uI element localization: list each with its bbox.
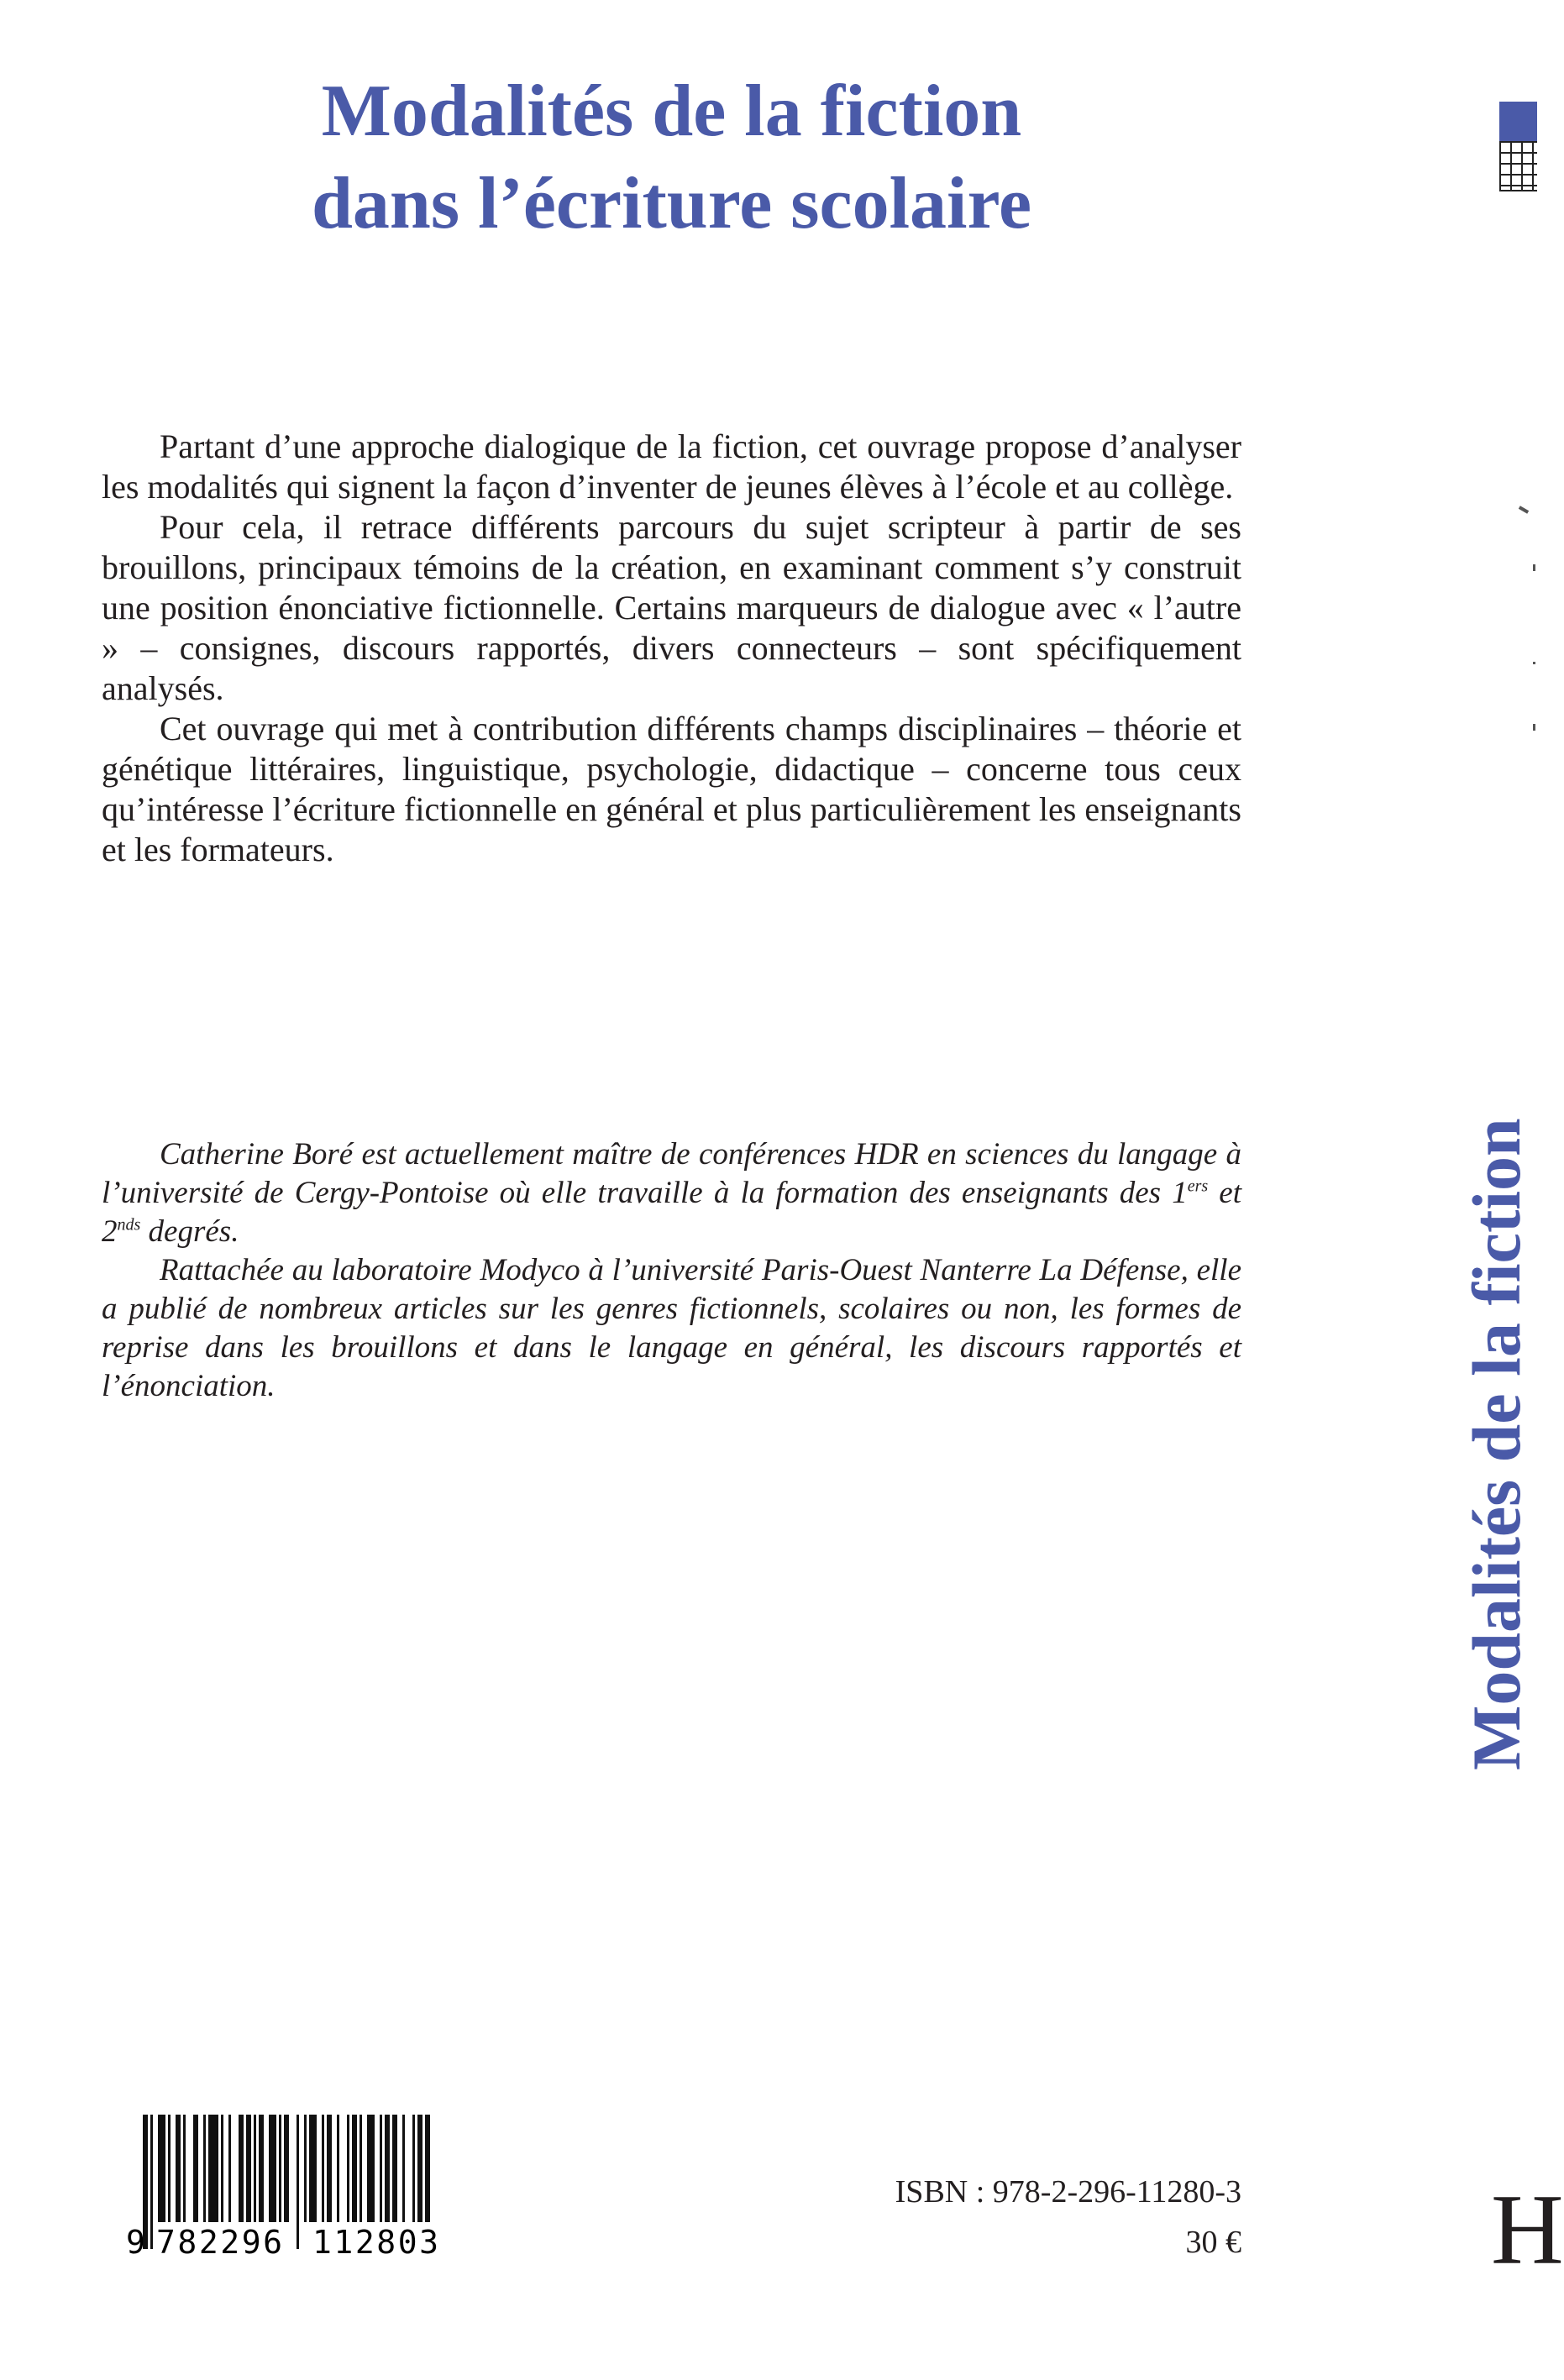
bio-text: Catherine Boré est actuellement maître de conférences HDR en sciences du langage à l’université de Cergy-Pontoise où elle travaille à la formation des enseignants des 1	[102, 1137, 1241, 1210]
barcode-bar	[304, 2115, 307, 2222]
barcode-bar	[176, 2115, 181, 2222]
barcode-bar	[309, 2115, 317, 2222]
bio-text: degrés.	[140, 1214, 239, 1249]
barcode-bar	[412, 2115, 415, 2222]
barcode-digits-right: 112803	[312, 2224, 438, 2261]
barcode-bar	[337, 2115, 339, 2222]
barcode-bar	[221, 2115, 223, 2222]
barcode-bar	[425, 2115, 430, 2222]
bio-text: et 2	[102, 1176, 1241, 1249]
barcode	[126, 2115, 479, 2261]
barcode-bar	[402, 2115, 405, 2222]
barcode-bar	[347, 2115, 349, 2222]
summary-paragraph: Partant d’une approche dialogique de la fiction, cet ouvrage propose d’analyser les modalités qui signent la façon d’inventer de jeunes élèves à l’école et au collège.	[102, 427, 1241, 506]
spine-title: Modalités de la fiction	[1458, 1118, 1535, 1771]
barcode-bar	[168, 2115, 171, 2222]
barcode-digits-left: 782296	[156, 2224, 282, 2261]
superscript: ers	[1187, 1177, 1209, 1196]
barcode-bar	[254, 2115, 256, 2222]
barcode-bar	[279, 2115, 281, 2222]
title-line-1: Modalités de la fiction	[321, 71, 1022, 152]
spine-mark	[1533, 662, 1535, 664]
barcode-bar	[259, 2115, 264, 2222]
barcode-bar	[367, 2115, 375, 2222]
barcode-bar	[183, 2115, 186, 2222]
summary-paragraph: Pour cela, il retrace différents parcours du sujet scripteur à partir de ses brouillons, principaux témoins de la création, en examinant comment s’y construit une position énonciative fictionnelle. Certains marqueurs de dialogue avec « l’autre » – consignes, discours rapportés, divers connecteurs – sont spécifiquement analysés.	[102, 508, 1241, 707]
barcode-bar	[327, 2115, 332, 2222]
spine-mark	[1533, 564, 1535, 571]
barcode-bar	[228, 2115, 231, 2222]
barcode-bar	[246, 2115, 251, 2222]
book-title	[102, 66, 1241, 250]
barcode-bar	[150, 2115, 153, 2249]
barcode-bar	[193, 2115, 198, 2222]
price: 30 €	[1185, 2225, 1241, 2260]
spine-mark	[1519, 506, 1529, 513]
author-paragraph	[102, 1135, 1241, 1251]
collection-logo-square	[1499, 102, 1537, 141]
barcode-bar	[269, 2115, 276, 2222]
barcode-bar	[322, 2115, 324, 2222]
collection-logo-grid	[1499, 141, 1537, 191]
barcode-bar	[352, 2115, 357, 2222]
barcode-bar	[158, 2115, 165, 2222]
barcode-bar	[203, 2115, 206, 2222]
spine-mark	[1533, 724, 1535, 731]
barcode-bar	[208, 2115, 218, 2222]
barcode-bar	[392, 2115, 397, 2222]
summary	[102, 427, 1241, 870]
barcode-bar	[239, 2115, 244, 2222]
summary-paragraph: Cet ouvrage qui met à contribution différents champs disciplinaires – théorie et génétique littéraires, linguistique, psychologie, didactique – concerne tous ceux qu’intéresse l’écriture fictionnelle en général et plus particulièrement les enseignants et les formateurs.	[102, 710, 1241, 868]
barcode-bar	[417, 2115, 422, 2222]
publisher-logo: H	[1491, 2173, 1564, 2285]
author-bio	[102, 1135, 1241, 1406]
barcode-bar	[380, 2115, 382, 2222]
barcode-digit-first: 9	[126, 2224, 145, 2261]
barcode-bar	[297, 2115, 299, 2249]
title-line-2: dans l’écriture scolaire	[311, 163, 1031, 244]
barcode-bar	[385, 2115, 390, 2222]
barcode-bar	[284, 2115, 289, 2222]
superscript: nds	[117, 1215, 141, 1235]
barcode-bar	[360, 2115, 362, 2222]
author-paragraph: Rattachée au laboratoire Modyco à l’université Paris-Ouest Nanterre La Défense, elle a publié de nombreux articles sur les genres fictionnels, scolaires ou non, les formes de reprise dans les brouillons et dans le langage en général, les discours rapportés et l’énonciation.	[102, 1253, 1241, 1403]
isbn: ISBN : 978-2-296-11280-3	[895, 2174, 1241, 2210]
